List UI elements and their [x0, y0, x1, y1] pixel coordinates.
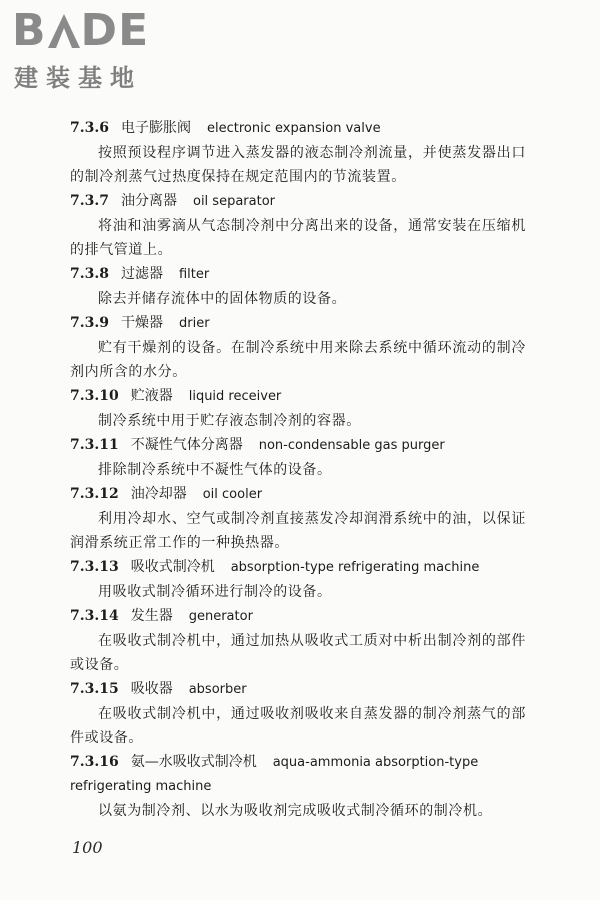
term-heading	[70, 604, 526, 629]
term-english: oil separator	[192, 194, 275, 209]
glossary-entry	[70, 116, 526, 189]
glossary-entry	[70, 677, 526, 750]
term-heading	[70, 262, 526, 287]
term-chinese: 吸收式制冷机	[130, 559, 215, 575]
term-definition: 利用冷却水、空气或制冷剂直接蒸发冷却润滑系统中的油，以保证润滑系统正常工作的一种换热器。	[70, 511, 526, 551]
term-definition: 将油和油雾滴从气态制冷剂中分离出来的设备，通常安装在压缩机的排气管道上。	[70, 218, 526, 258]
term-english: oil cooler	[202, 487, 263, 502]
term-definition: 用吸收式制冷循环进行制冷的设备。	[98, 584, 332, 600]
term-english: drier	[178, 316, 210, 331]
term-chinese: 油冷却器	[130, 486, 187, 502]
clause-number: 7.3.13	[70, 559, 119, 575]
term-english: non-condensable gas purger	[258, 438, 445, 453]
term-english: aqua-ammonia absorption-type	[272, 755, 479, 770]
clause-number: 7.3.6	[70, 120, 109, 136]
term-definition: 在吸收式制冷机中，通过吸收剂吸收来自蒸发器的制冷剂蒸气的部件或设备。	[70, 706, 526, 746]
term-english: absorption-type refrigerating machine	[230, 560, 480, 575]
term-definition: 贮有干燥剂的设备。在制冷系统中用来除去系统中循环流动的制冷剂内所含的水分。	[70, 340, 526, 380]
term-chinese: 电子膨胀阀	[120, 120, 191, 136]
clause-number: 7.3.10	[70, 388, 119, 404]
term-chinese: 吸收器	[130, 681, 173, 697]
clause-number: 7.3.7	[70, 193, 109, 209]
term-chinese: 氨—水吸收式制冷机	[130, 754, 257, 770]
glossary-entry	[70, 384, 526, 433]
term-english: electronic expansion valve	[206, 121, 381, 136]
logo-letters-de: DE	[80, 5, 150, 56]
term-heading	[70, 750, 526, 775]
glossary-entry	[70, 311, 526, 384]
term-heading	[70, 433, 526, 458]
term-heading	[70, 189, 526, 214]
term-definition: 排除制冷系统中不凝性气体的设备。	[98, 462, 332, 478]
clause-number: 7.3.11	[70, 437, 119, 453]
term-heading	[70, 384, 526, 409]
term-english: generator	[188, 609, 253, 624]
term-english-continued: refrigerating machine	[70, 779, 212, 794]
term-definition: 在吸收式制冷机中，通过加热从吸收式工质对中析出制冷剂的部件或设备。	[70, 633, 526, 673]
term-definition: 以氨为制冷剂、以水为吸收剂完成吸收式制冷循环的制冷机。	[98, 803, 493, 819]
term-english: liquid receiver	[188, 389, 282, 404]
term-chinese: 过滤器	[120, 266, 163, 282]
glossary-entry	[70, 604, 526, 677]
term-heading	[70, 555, 526, 580]
term-definition: 除去并储存流体中的固体物质的设备。	[98, 291, 347, 307]
clause-number: 7.3.9	[70, 315, 109, 331]
clause-number: 7.3.14	[70, 608, 119, 624]
term-chinese: 发生器	[130, 608, 173, 624]
term-definition: 制冷系统中用于贮存液态制冷剂的容器。	[98, 413, 361, 429]
logo-subtitle: 建装基地	[14, 64, 142, 92]
term-heading	[70, 311, 526, 336]
glossary-entry	[70, 433, 526, 482]
term-chinese: 干燥器	[120, 315, 163, 331]
term-definition: 按照预设程序调节进入蒸发器的液态制冷剂流量，并使蒸发器出口的制冷剂蒸气过热度保持在规定范围内的节流装置。	[70, 145, 526, 185]
logo-letter-b: B	[12, 5, 47, 56]
clause-number: 7.3.12	[70, 486, 119, 502]
term-chinese: 油分离器	[120, 193, 177, 209]
logo-letter-a	[48, 14, 80, 48]
clause-number: 7.3.15	[70, 681, 119, 697]
glossary-entry	[70, 750, 526, 823]
term-english: filter	[178, 267, 210, 282]
glossary-entry	[70, 262, 526, 311]
glossary-entry	[70, 482, 526, 555]
term-heading	[70, 482, 526, 507]
glossary-entry	[70, 189, 526, 262]
glossary-content	[70, 116, 526, 823]
term-english: absorber	[188, 682, 247, 697]
term-chinese: 贮液器	[130, 388, 173, 404]
term-chinese: 不凝性气体分离器	[130, 437, 243, 453]
term-heading	[70, 677, 526, 702]
brand-logo	[12, 5, 202, 92]
glossary-entry	[70, 555, 526, 604]
page-number: 100	[72, 838, 103, 857]
clause-number: 7.3.16	[70, 754, 119, 770]
logo-wordmark	[12, 5, 202, 56]
clause-number: 7.3.8	[70, 266, 109, 282]
term-heading	[70, 116, 526, 141]
